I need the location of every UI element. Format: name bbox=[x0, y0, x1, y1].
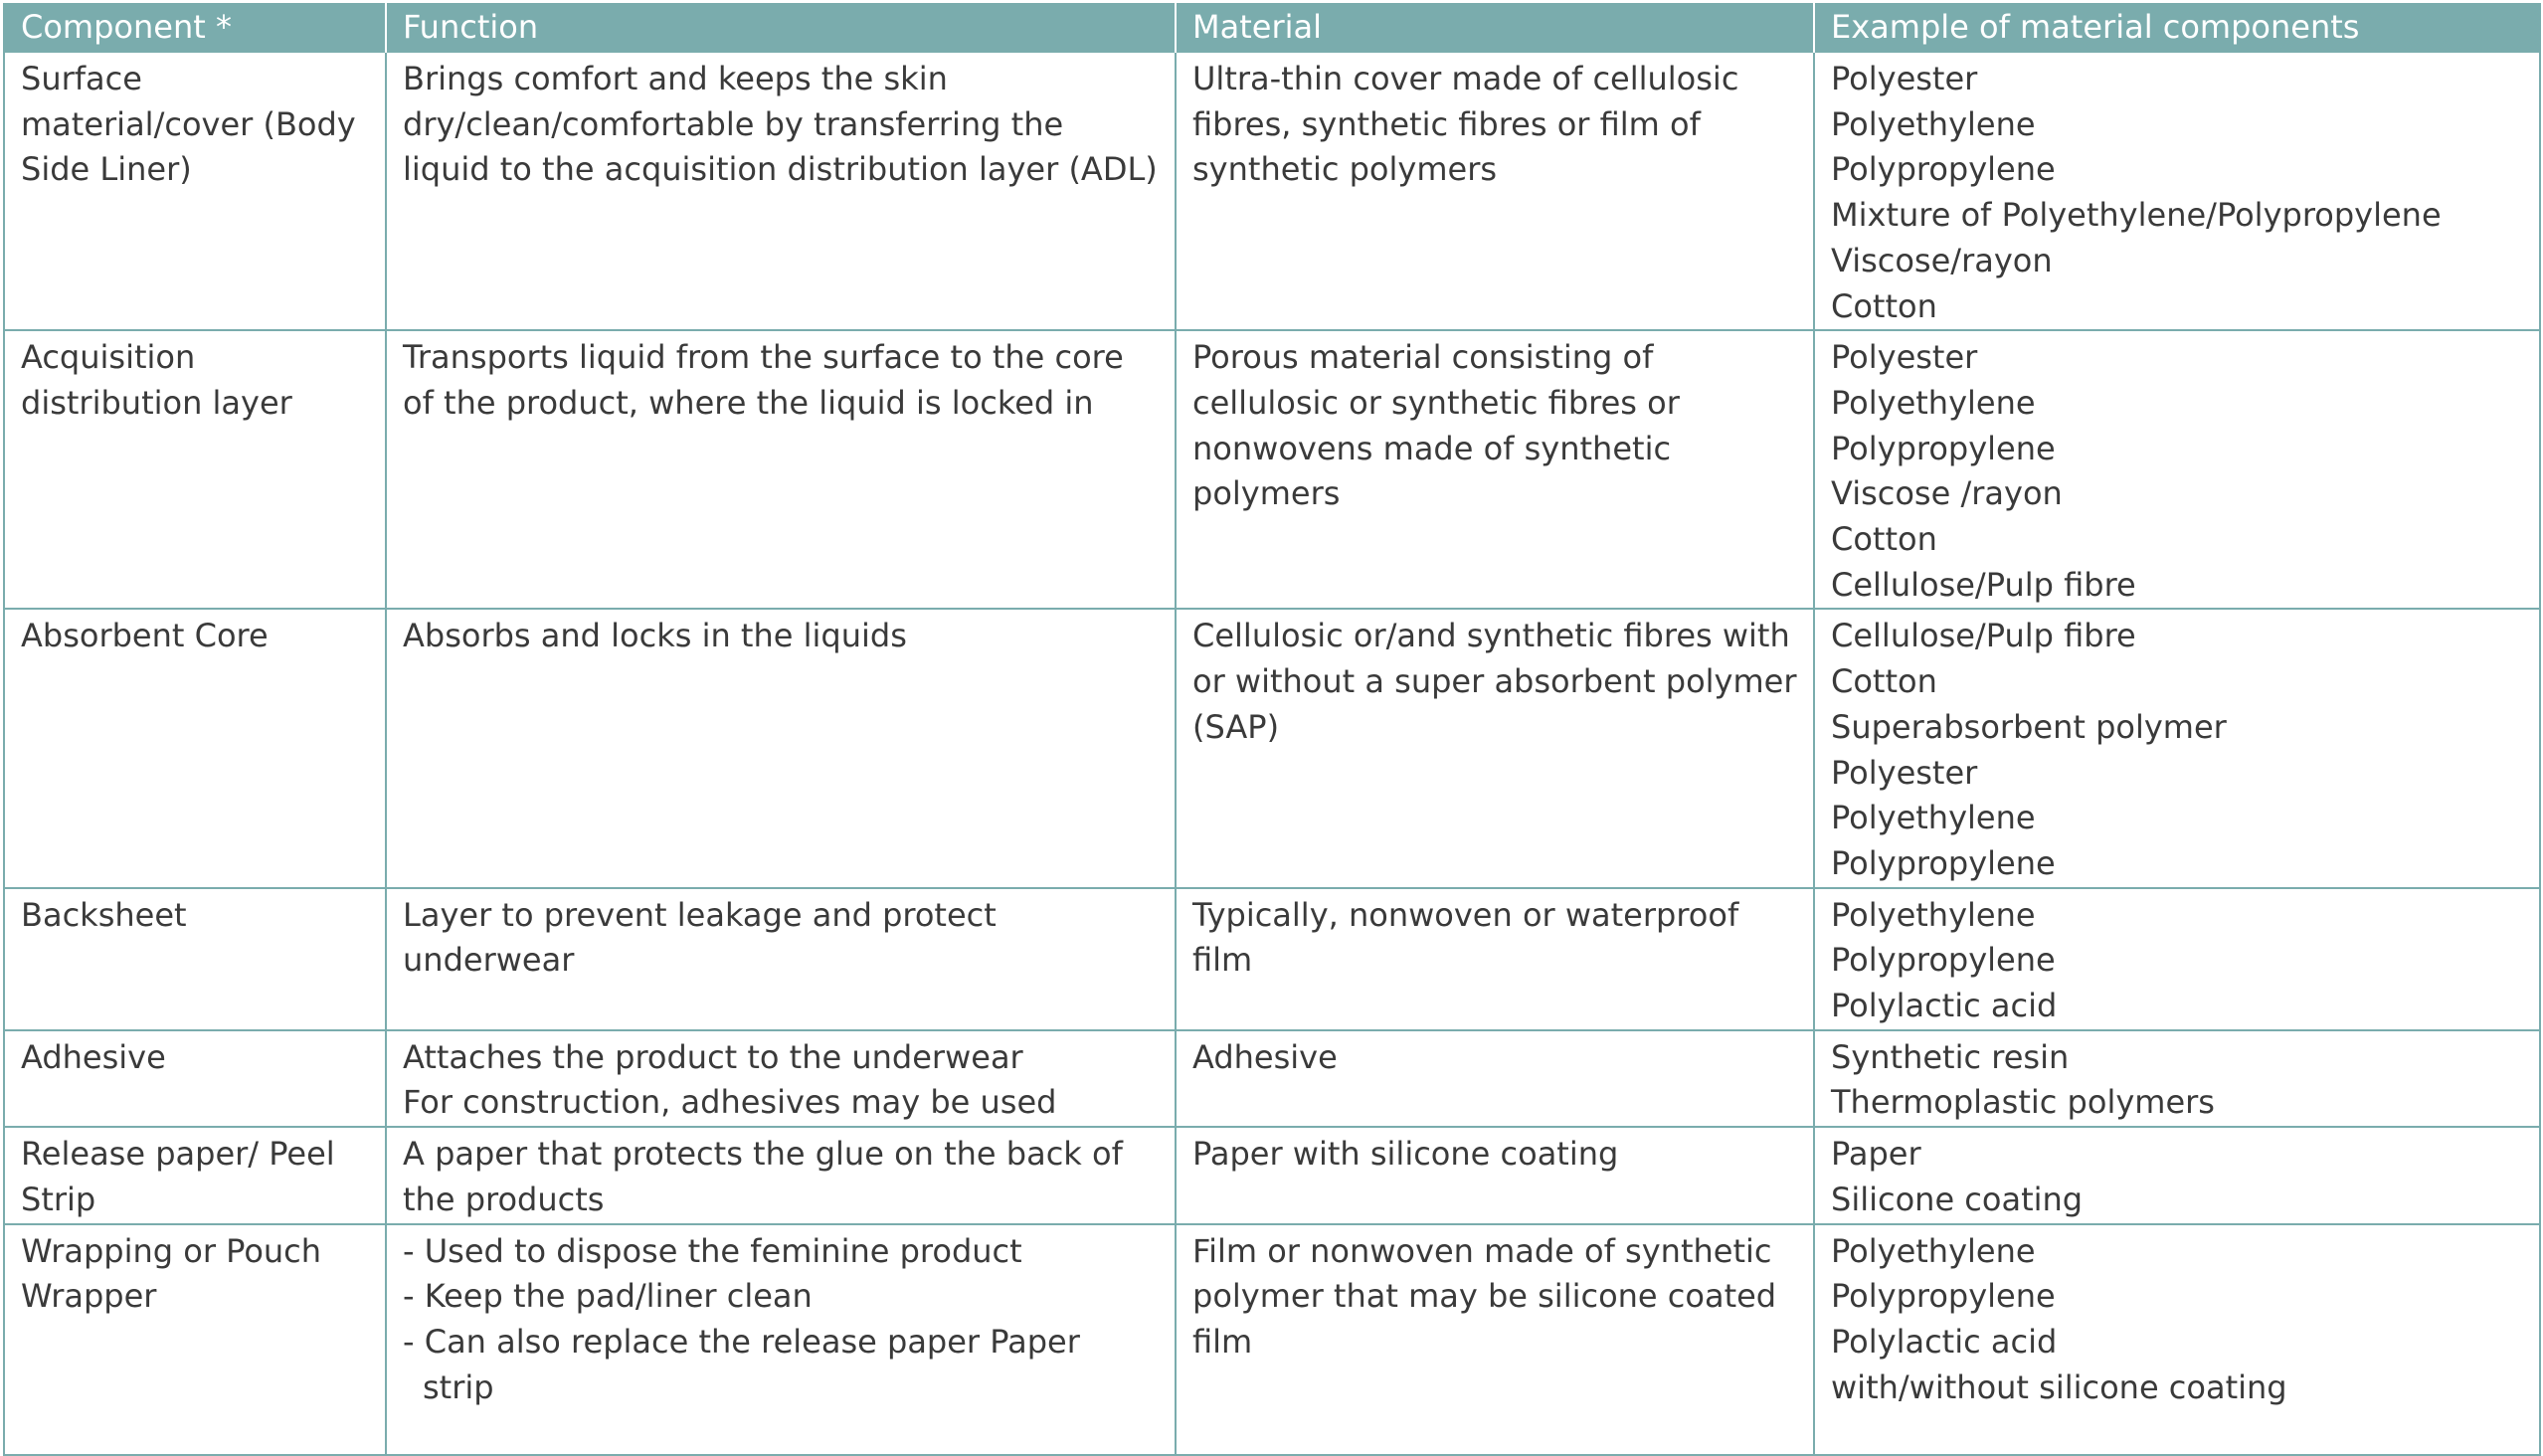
header-material: Material bbox=[1176, 3, 1814, 52]
example-item: Thermoplastic polymers bbox=[1831, 1083, 2215, 1122]
example-item: Polyester bbox=[1831, 753, 1978, 792]
function-cell: Brings comfort and keeps the skin dry/clean/comfortable by transferring the liquid to the acquisition distribution layer (ADL) bbox=[386, 52, 1176, 330]
examples-cell bbox=[1814, 609, 2540, 887]
example-item: Polylactic acid bbox=[1831, 1322, 2058, 1361]
example-item: Polyethylene bbox=[1831, 383, 2036, 422]
function-line: Attaches the product to the underwear bbox=[403, 1037, 1023, 1076]
examples-cell bbox=[1814, 52, 2540, 330]
function-cell: A paper that protects the glue on the back of the products bbox=[386, 1127, 1176, 1223]
component-cell: Surface material/cover (Body Side Liner) bbox=[4, 52, 386, 330]
example-item: Paper bbox=[1831, 1135, 1921, 1174]
component-cell: Release paper/ Peel Strip bbox=[4, 1127, 386, 1223]
example-item: Polyester bbox=[1831, 60, 1978, 97]
function-cell bbox=[386, 1030, 1176, 1127]
examples-cell bbox=[1814, 330, 2540, 609]
function-cell bbox=[386, 1224, 1176, 1455]
example-item: Polyethylene bbox=[1831, 895, 2036, 934]
function-cell: Layer to prevent leakage and protect underwear bbox=[386, 888, 1176, 1030]
example-item: Polypropylene bbox=[1831, 941, 2056, 980]
component-cell: Wrapping or Pouch Wrapper bbox=[4, 1224, 386, 1455]
table-row bbox=[4, 1127, 2540, 1223]
example-item: Superabsorbent polymer bbox=[1831, 707, 2227, 746]
material-cell: Film or nonwoven made of synthetic polymer that may be silicone coated film bbox=[1176, 1224, 1814, 1455]
example-item: Viscose/rayon bbox=[1831, 241, 2053, 279]
examples-cell bbox=[1814, 1224, 2540, 1455]
example-item: Polypropylene bbox=[1831, 429, 2056, 467]
example-item: Viscose /rayon bbox=[1831, 474, 2063, 513]
header-row bbox=[4, 3, 2540, 52]
example-item: Polyethylene bbox=[1831, 104, 2036, 143]
table-row bbox=[4, 1030, 2540, 1127]
example-item: Cotton bbox=[1831, 520, 1937, 559]
function-bullet: - Keep the pad/liner clean bbox=[403, 1277, 813, 1316]
header-function: Function bbox=[386, 3, 1176, 52]
header-component: Component * bbox=[4, 3, 386, 52]
examples-cell bbox=[1814, 1030, 2540, 1127]
material-cell: Porous material consisting of cellulosic or synthetic fibres or nonwovens made of synthetic polymers bbox=[1176, 330, 1814, 609]
example-item: Silicone coating bbox=[1831, 1180, 2084, 1218]
material-cell: Paper with silicone coating bbox=[1176, 1127, 1814, 1223]
component-cell: Adhesive bbox=[4, 1030, 386, 1127]
example-item: Synthetic resin bbox=[1831, 1037, 2070, 1076]
table-row bbox=[4, 888, 2540, 1030]
example-item: with/without silicone coating bbox=[1831, 1367, 2287, 1406]
component-cell: Acquisition distribution layer bbox=[4, 330, 386, 609]
component-cell: Backsheet bbox=[4, 888, 386, 1030]
examples-cell bbox=[1814, 1127, 2540, 1223]
example-item: Cellulose/Pulp fibre bbox=[1831, 565, 2136, 604]
example-item: Cotton bbox=[1831, 286, 1937, 325]
function-line: For construction, adhesives may be used bbox=[403, 1083, 1057, 1122]
example-item: Polypropylene bbox=[1831, 1277, 2056, 1316]
material-cell: Cellulosic or/and synthetic fibres with or without a super absorbent polymer (SAP) bbox=[1176, 609, 1814, 887]
table-row bbox=[4, 330, 2540, 609]
component-cell: Absorbent Core bbox=[4, 609, 386, 887]
examples-cell bbox=[1814, 888, 2540, 1030]
example-item: Polylactic acid bbox=[1831, 987, 2058, 1025]
example-item: Mixture of Polyethylene/Polypropylene bbox=[1831, 196, 2442, 235]
materials-table bbox=[3, 3, 2541, 1456]
material-cell: Adhesive bbox=[1176, 1030, 1814, 1127]
material-cell: Typically, nonwoven or waterproof film bbox=[1176, 888, 1814, 1030]
table-row bbox=[4, 52, 2540, 330]
example-item: Polyethylene bbox=[1831, 1231, 2036, 1270]
example-item: Cotton bbox=[1831, 662, 1937, 701]
example-item: Polyester bbox=[1831, 338, 1978, 377]
material-cell: Ultra-thin cover made of cellulosic fibres, synthetic fibres or film of synthetic polymers bbox=[1176, 52, 1814, 330]
example-item: Polyethylene bbox=[1831, 799, 2036, 837]
function-bullet: - Used to dispose the feminine product bbox=[403, 1231, 1022, 1270]
table-row bbox=[4, 609, 2540, 887]
table-row bbox=[4, 1224, 2540, 1455]
example-item: Polypropylene bbox=[1831, 150, 2056, 189]
function-cell: Transports liquid from the surface to the core of the product, where the liquid is locked in bbox=[386, 330, 1176, 609]
materials-table-container bbox=[3, 3, 2539, 1456]
header-examples: Example of material components bbox=[1814, 3, 2540, 52]
function-bullet: - Can also replace the release paper Paper strip bbox=[403, 1322, 1080, 1406]
example-item: Polypropylene bbox=[1831, 843, 2056, 882]
example-item: Cellulose/Pulp fibre bbox=[1831, 617, 2136, 655]
function-cell: Absorbs and locks in the liquids bbox=[386, 609, 1176, 887]
